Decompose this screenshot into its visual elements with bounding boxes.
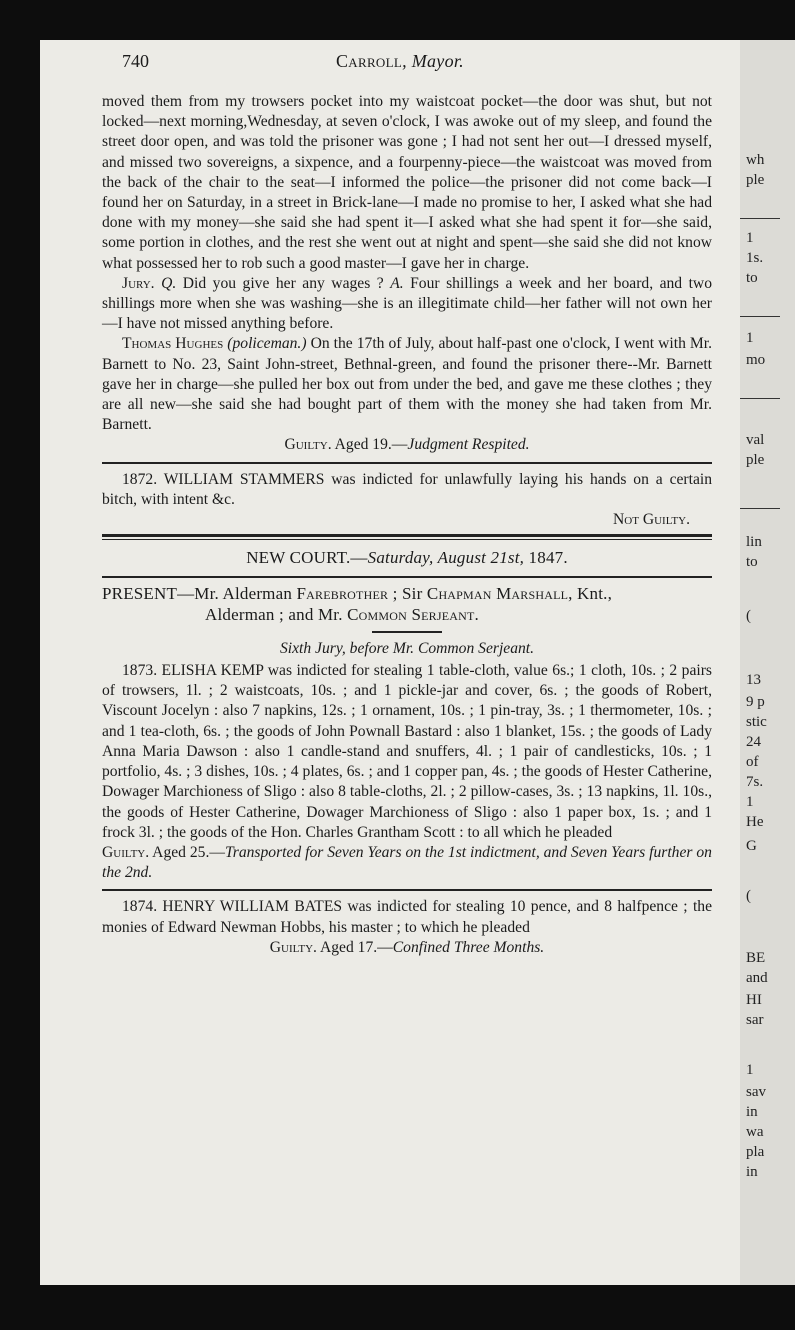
witness-text: On the 17th of July, about half-past one o'clock, I went with Mr. Barnett to No. 23, Saint John-street, Bethnal-green, and found the prisoner there--Mr. Barnett gave her in charge—she pulled her box out from under the bed, and gave me these clothes ; they are all new—she said she had bought part of them with the money she had taken from Mr. Barnett.: [102, 335, 712, 434]
opposite-fragment: 9 p: [746, 694, 765, 710]
verdict-guilty: Guilty.: [269, 938, 317, 956]
opposite-fragment: 1: [746, 330, 754, 346]
case-1873: 1873. ELISHA KEMP was indicted for stealing 1 table-cloth, value 6s.; 1 cloth, 10s. ; 2 pairs of trowsers, 1l. ; 2 waistcoats, 10s. ; and 1 pickle-jar and cover, 6s. ; the goods of Robert, Viscount Jocelyn : also 7 napkins, 12s. ; 1 ornament, 10s. ; 1 pin-tray, 3s. ; 1 thermometer, 10s. ; and 1 tea-cloth, 6s. ; the goods of John Pownall Bastard : also 1 blanket, 15s. ; the goods of Lady Anna Maria Dawson : also 1 candle-stand and snuffers, 4l. ; 1 pair of candlesticks, 10s. ; 1 portfolio, 4s. ; 3 dishes, 10s. ; 4 plates, 6s. ; and 1 copper pan, 4s. ; the goods of Hester Catherine, Dowager Marchioness of Sligo : also 8 table-cloths, 2l. ; 2 pillow-cases, 3s. ; 13 napkins, 1l. 10s., the goods of Hester Catherine, Dowager Marchioness of Sligo : also 1 paper box, 1s. ; and 1 frock 3l. ; the goods of the Hon. Charles Grantham Scott : to all which he pleaded: [102, 662, 712, 841]
opposite-fragment: mo: [746, 352, 766, 368]
opposite-fragment: pla: [746, 1144, 765, 1160]
opposite-rule: [740, 316, 780, 317]
running-title-name: Carroll: [335, 51, 403, 71]
present-label: PRESENT—Mr. Alderman: [102, 584, 297, 604]
opposite-fragment: in: [746, 1164, 758, 1180]
present-serjeant: Common Serjeant: [347, 604, 475, 624]
court-date: Saturday, August 21st,: [367, 548, 525, 568]
opposite-fragment: G: [746, 838, 757, 854]
opposite-fragment: to: [746, 270, 758, 286]
answer-marker: A.: [390, 274, 404, 292]
present-line2-text: Alderman ; and Mr.: [205, 604, 348, 624]
opposite-fragment: to: [746, 554, 758, 570]
opposite-fragment: 7s.: [746, 774, 764, 790]
opposite-fragment: and: [746, 970, 768, 986]
verdict-not-guilty: Not Guilty.: [613, 511, 690, 529]
short-rule: [372, 631, 442, 633]
opposite-fragment: lin: [746, 534, 762, 550]
divider-rule: [102, 462, 712, 464]
jury-heading-text: Sixth Jury, before Mr. Common Serjeant.: [279, 639, 535, 657]
case-1872: 1872. WILLIAM STAMMERS was indicted for unlawfully laying his hands on a certain bitch, with intent &c.: [102, 470, 712, 508]
witness-paragraph: [102, 334, 712, 435]
opposite-fragment: 13: [746, 672, 761, 688]
witness-name: Thomas Hughes: [122, 335, 224, 353]
opposite-fragment: wa: [746, 1124, 764, 1140]
opposite-rule: [740, 398, 780, 399]
opposite-fragment: ple: [746, 172, 765, 188]
opposite-fragment: BE: [746, 950, 766, 966]
opposite-fragment: (: [746, 888, 751, 904]
opposite-fragment: He: [746, 814, 764, 830]
opposite-fragment: 1: [746, 230, 754, 246]
opposite-fragment: ple: [746, 452, 765, 468]
jury-question-paragraph: [102, 274, 712, 335]
court-heading: [102, 548, 712, 568]
opposite-fragment: HI: [746, 992, 762, 1008]
running-title: [122, 51, 678, 72]
opposite-fragment: in: [746, 1104, 758, 1120]
opposite-fragment: sar: [746, 1012, 764, 1028]
scan-border: [0, 1285, 795, 1330]
running-title-rest: , Mayor.: [402, 51, 464, 71]
opposite-fragment: val: [746, 432, 765, 448]
verdict-age: Aged 17.—: [316, 938, 393, 956]
text-column: [102, 92, 712, 958]
question-marker: Q.: [161, 274, 177, 292]
opposite-rule: [740, 218, 780, 219]
page-header: [122, 51, 678, 77]
verdict-1871: [102, 435, 712, 455]
court-year: 1847.: [524, 548, 568, 568]
opposite-page-edge: [740, 40, 795, 1285]
double-rule-bottom: [102, 539, 712, 540]
testimony-paragraph: moved them from my trowsers pocket into my waistcoat pocket—the door was shut, but not locked—next morning,Wednesday, at seven o'clock, I was awoke out of my sleep, and found the street door open, and was told the prisoner was gone ; I had not sent her out—I dressed myself, and missed two sovereigns, a sixpence, and a fourpenny-piece—the waistcoat was moved from the back of the chair to the seat—I informed the police—the prisoner did not come back—I found her on Saturday, in a street in Brick-lane—I made no promise to her, I asked what she had done with my money—she said she had spent it—I asked what she had spent it for—she said, some portion in clothes, and the rest she went out at night and spent—she said she did not know what possessed her to rob such a good master—I gave her in charge.: [102, 93, 712, 272]
opposite-fragment: stic: [746, 714, 767, 730]
verdict-sentence: Transported for Seven Years on the 1st indictment, and Seven Years further on the 2nd.: [102, 843, 712, 882]
court-title: NEW COURT.—: [246, 548, 368, 568]
verdict-sentence: Judgment Respited.: [407, 436, 530, 454]
opposite-fragment: 24: [746, 734, 761, 750]
opposite-fragment: (: [746, 608, 751, 624]
book-page: [40, 40, 740, 1285]
question-text: Did you give her any wages ?: [176, 274, 391, 292]
verdict-guilty: Guilty.: [102, 843, 150, 861]
verdict-guilty: Guilty.: [284, 436, 332, 454]
opposite-fragment: 1: [746, 794, 754, 810]
opposite-rule: [740, 508, 780, 509]
verdict-1872: [102, 510, 712, 530]
double-rule-top: [102, 534, 712, 537]
present-knt: , Knt.,: [568, 584, 613, 604]
opposite-fragment: of: [746, 754, 759, 770]
opposite-fragment: wh: [746, 152, 765, 168]
present-line-1: [102, 584, 712, 604]
verdict-1873: [102, 843, 712, 883]
divider-rule: [102, 576, 712, 578]
divider-rule: [102, 889, 712, 891]
verdict-sentence: Confined Three Months.: [392, 938, 545, 956]
witness-role: (policeman.): [227, 335, 307, 353]
verdict-1874: [102, 938, 712, 958]
opposite-fragment: 1: [746, 1062, 754, 1078]
jury-label: Jury.: [122, 274, 155, 292]
verdict-age: Aged 25.—: [149, 843, 225, 861]
case-1874: 1874. HENRY WILLIAM BATES was indicted for stealing 10 pence, and 8 halfpence ; the monies of Edward Newman Hobbs, his master ; to which he pleaded: [102, 898, 712, 936]
jury-heading: [102, 639, 712, 659]
present-line-2: [102, 605, 712, 625]
page-number: 740: [122, 51, 149, 71]
opposite-fragment: sav: [746, 1084, 766, 1100]
answer-text: Four shillings a week and her board, and two shillings more when she was washing—she is an illegitimate child—her father will not own her—I have not missed anything before.: [102, 274, 712, 333]
present-farebrother: Farebrother: [296, 584, 389, 604]
present-sir: ; Sir: [388, 584, 427, 604]
present-marshall: Chapman Marshall: [426, 584, 569, 604]
present-end: .: [474, 604, 479, 624]
opposite-fragment: 1s.: [746, 250, 764, 266]
verdict-age: Aged 19.—: [331, 436, 408, 454]
